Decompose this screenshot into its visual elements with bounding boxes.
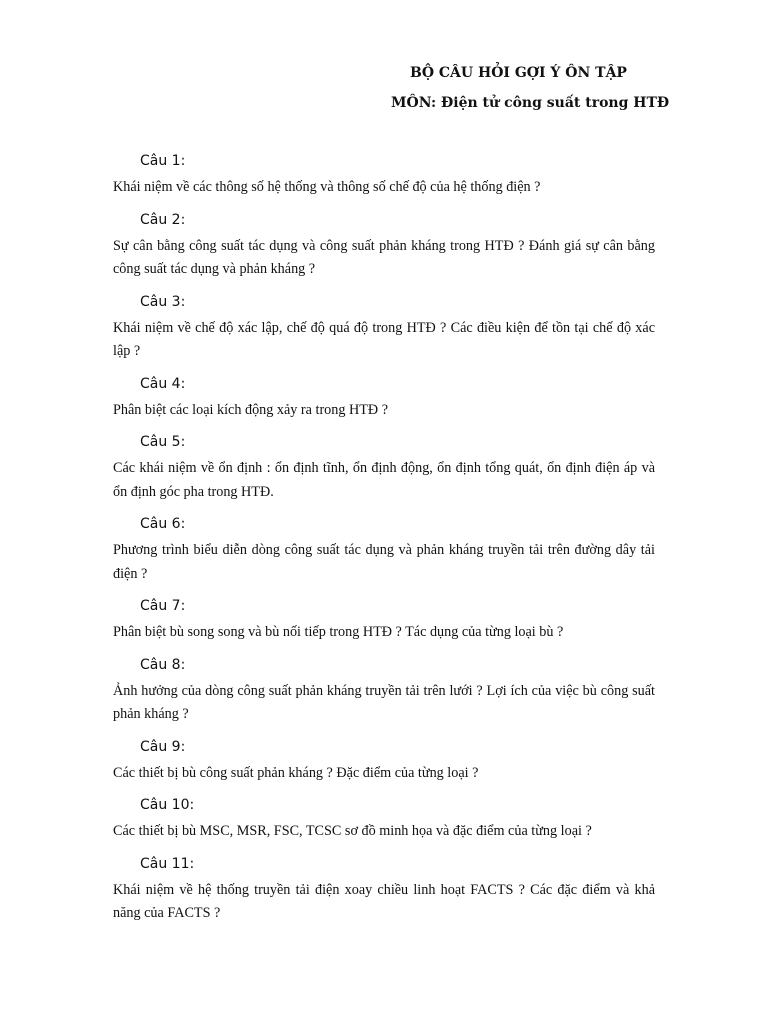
question-text: Phân biệt các loại kích động xảy ra trong HTĐ ?: [113, 401, 388, 418]
document-title: BỘ CÂU HỎI GỢI Ý ÔN TẬP: [410, 65, 627, 81]
question-10: [113, 794, 655, 844]
question-1: [113, 150, 655, 200]
question-text: Phương trình biểu diễn dòng công suất tác dụng và phản kháng truyền tải trên đường dây tải điện ?: [113, 542, 655, 582]
question-label: Câu 11:: [140, 855, 195, 872]
question-label: Câu 4:: [140, 375, 186, 392]
question-text: Khái niệm về chế độ xác lập, chế độ quá độ trong HTĐ ? Các điều kiện để tồn tại chế độ xác lập ?: [113, 319, 655, 359]
question-label: Câu 1:: [140, 153, 186, 169]
question-5: [113, 431, 655, 504]
question-11: [113, 853, 655, 926]
question-text: Ảnh hưởng của dòng công suất phản kháng truyền tải trên lưới ? Lợi ích của việc bù công suất phản kháng ?: [113, 682, 655, 722]
question-4: [113, 373, 655, 423]
question-8: [113, 654, 655, 727]
question-3: [113, 291, 655, 364]
question-text: Các khái niệm về ổn định : ổn định tĩnh, ổn định động, ổn định tổng quát, ổn định điện áp và ổn định góc pha trong HTĐ.: [113, 460, 655, 500]
question-label: Câu 10:: [140, 797, 195, 813]
question-9: [113, 736, 655, 786]
question-label: Câu 8:: [140, 656, 186, 673]
question-label: Câu 3:: [140, 293, 186, 310]
question-label: Câu 7:: [140, 598, 186, 614]
question-6: [113, 513, 655, 586]
subject-heading: MÔN: Điện tử công suất trong HTĐ: [391, 95, 670, 111]
question-2: [113, 209, 655, 282]
question-text: Khái niệm về các thông số hệ thống và thông số chế độ của hệ thống điện ?: [113, 179, 541, 195]
question-text: Các thiết bị bù MSC, MSR, FSC, TCSC sơ đồ minh họa và đặc điểm của từng loại ?: [113, 823, 592, 839]
question-text: Phân biệt bù song song và bù nối tiếp trong HTĐ ? Tác dụng của từng loại bù ?: [113, 624, 564, 640]
question-text: Các thiết bị bù công suất phản kháng ? Đặc điểm của từng loại ?: [113, 764, 479, 781]
question-label: Câu 2:: [140, 211, 186, 228]
question-list: [113, 150, 655, 935]
question-text: Khái niệm về hệ thống truyền tải điện xoay chiều linh hoạt FACTS ? Các đặc điểm và khả năng của FACTS ?: [113, 881, 655, 921]
question-label: Câu 9:: [140, 738, 186, 755]
question-label: Câu 6:: [140, 516, 186, 532]
question-text: Sự cân bằng công suất tác dụng và công suất phản kháng trong HTĐ ? Đánh giá sự cân bằng công suất tác dụng và phản kháng ?: [113, 237, 655, 277]
question-label: Câu 5:: [140, 434, 186, 450]
question-7: [113, 595, 655, 645]
